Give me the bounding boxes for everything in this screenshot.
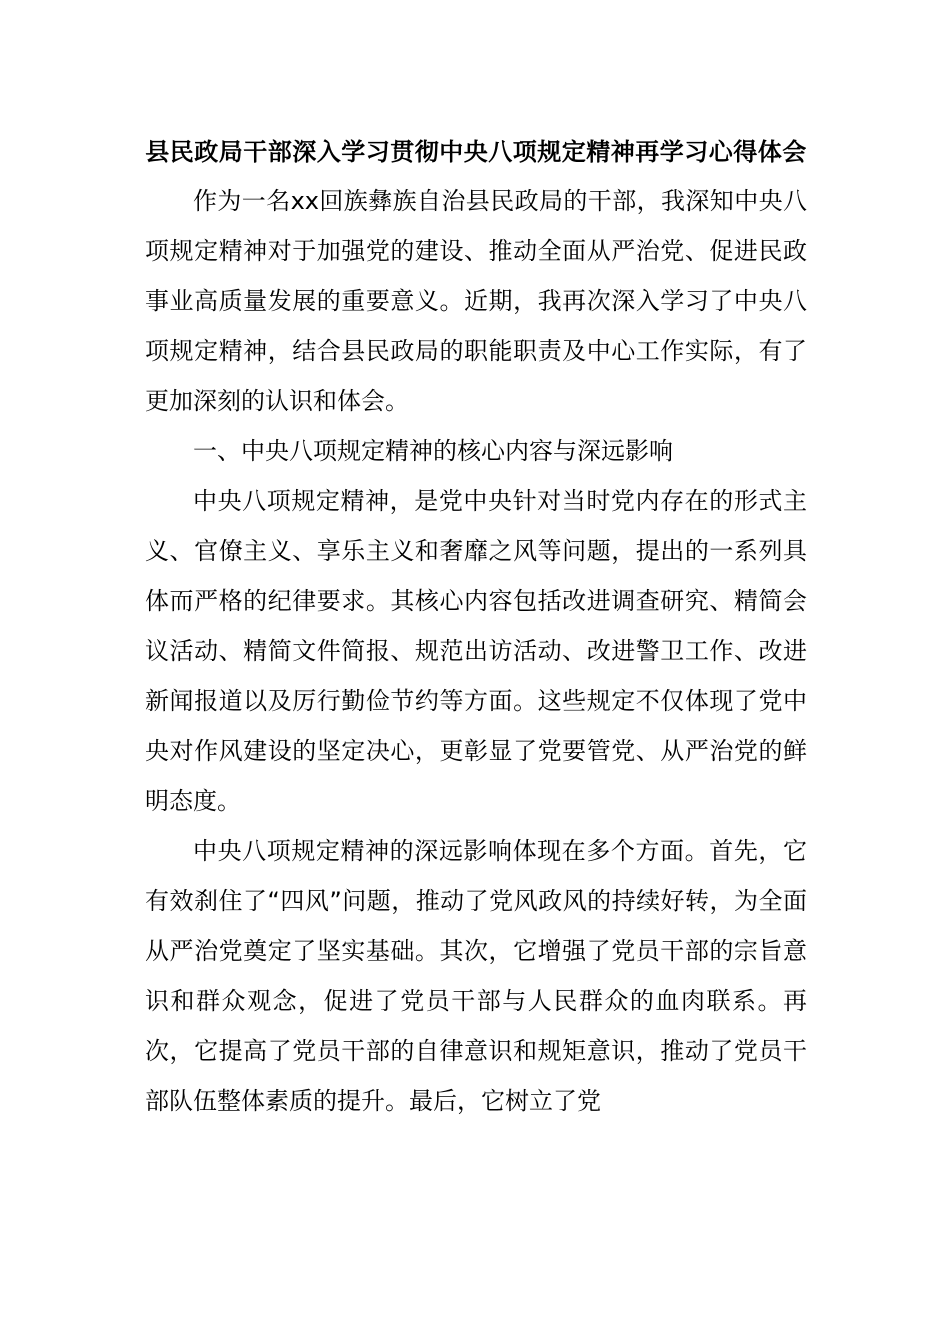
document-title: 县民政局干部深入学习贯彻中央八项规定精神再学习心得体会: [145, 138, 807, 166]
paragraph-impact: 中央八项规定精神的深远影响体现在多个方面。首先，它有效刹住了“四风”问题，推动了党风政风的持续好转，为全面从严治党奠定了坚实基础。其次，它增强了党员干部的宗旨意识和群众观念，促进了党员干部与人民群众的血肉联系。再次，它提高了党员干部的自律意识和规矩意识，推动了党员干部队伍整体素质的提升。最后，它树立了党: [145, 837, 807, 1115]
paragraph-intro: 作为一名xx回族彝族自治县民政局的干部，我深知中央八项规定精神对于加强党的建设、推动全面从严治党、促进民政事业高质量发展的重要意义。近期，我再次深入学习了中央八项规定精神，结合县民政局的职能职责及中心工作实际，有了更加深刻的认识和体会。: [145, 187, 807, 415]
paragraph-core-content: 中央八项规定精神，是党中央针对当时党内存在的形式主义、官僚主义、享乐主义和奢靡之风等问题，提出的一系列具体而严格的纪律要求。其核心内容包括改进调查研究、精简会议活动、精简文件简报、规范出访活动、改进警卫工作、改进新闻报道以及厉行勤俭节约等方面。这些规定不仅体现了党中央对作风建设的坚定决心，更彰显了党要管党、从严治党的鲜明态度。: [145, 487, 807, 815]
section-heading-1: 一、中央八项规定精神的核心内容与深远影响: [193, 437, 673, 465]
document-body: [145, 128, 807, 1126]
